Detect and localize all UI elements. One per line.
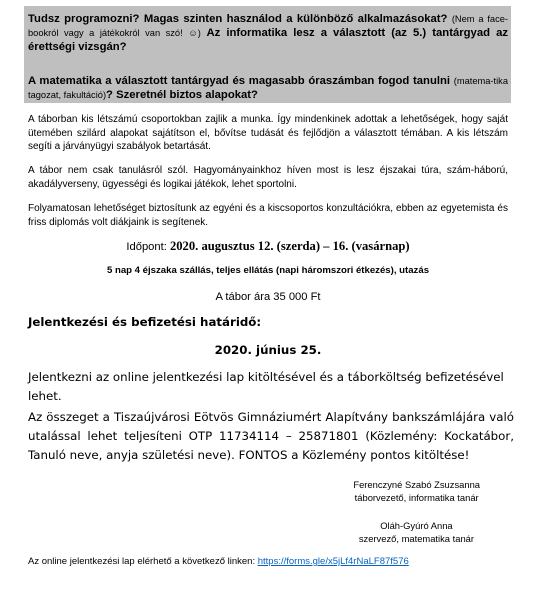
body-paragraph-1: A táborban kis létszámú csoportokban zajlik a munka. Így mindenkinek adottak a lehetőségek, hogy saját ütemében szilárd alapokat sajátítson el, bővítse tudását és fejlődjön a választott témában. A kis létszám segíti a járványügyi szabályok betartását. bbox=[28, 114, 508, 152]
body-paragraph-3: Folyamatosan lehetőséget biztosítunk az egyéni és a kiscsoportos konzultációkra, ebben az egyetemista és friss diplomás volt diákjaink is segítenek. bbox=[28, 203, 508, 228]
application-paragraph-1: Jelentkezni az online jelentkezési lap kitöltésével és a táborköltség befizetésével lehet. bbox=[28, 370, 504, 403]
intro-text-1: A matematika a választott tantárgyad és magasabb óraszámban fogod tanulni bbox=[28, 75, 451, 87]
application-info bbox=[28, 368, 514, 465]
signature-role: táborvezető, informatika tanár bbox=[354, 492, 479, 503]
signature-2 bbox=[359, 519, 474, 545]
footer-line bbox=[28, 556, 409, 567]
intro-paragraph-2 bbox=[28, 74, 508, 102]
application-paragraph-2: Az összeget a Tiszaújvárosi Eötvös Gimnáziumért Alapítvány bankszámlájára való utalással lehet teljesíteni OTP 11734114 – 25871801 (Közlemény: Kockatábor, Tanuló neve, anyja születési neve). FONTOS a Közlemény pontos kitöltése! bbox=[28, 410, 514, 462]
footer-text: Az online jelentkezési lap elérhető a következő linken: bbox=[28, 556, 256, 567]
price-info: A tábor ára 35 000 Ft bbox=[215, 291, 321, 303]
intro-text-2: ? Szeretnél biztos alapokat? bbox=[106, 89, 258, 101]
deadline-title: Jelentkezési és befizetési határidő: bbox=[28, 315, 262, 329]
intro-note-1: (Nem a face-bookról vagy a játékokról van szó! ☺) bbox=[28, 14, 508, 38]
date-line bbox=[0, 239, 536, 254]
body-paragraph-2: A tábor nem csak tanulásról szól. Hagyományainkhoz híven most is lesz éjszakai túra, szám-háború, akadályverseny, ügyességi és logikai játékok, lehet sportolni. bbox=[28, 165, 508, 190]
deadline-date: 2020. június 25. bbox=[214, 343, 322, 357]
date-label: Időpont: bbox=[126, 241, 167, 253]
intro-note-2: (matema-tika tagozat, fakultáció) bbox=[28, 76, 508, 100]
intro-question-2: Az informatika lesz a választott (az 5.) tantárgyad az érettségi vizsgán? bbox=[28, 27, 508, 53]
signature-role: szervező, matematika tanár bbox=[358, 533, 474, 544]
signature-name: Oláh-Gyúró Anna bbox=[380, 520, 453, 531]
date-value: 2020. augusztus 12. (szerda) – 16. (vasárnap) bbox=[169, 239, 410, 253]
stay-info: 5 nap 4 éjszaka szállás, teljes ellátás (napi háromszori étkezés), utazás bbox=[106, 265, 430, 276]
signature-1 bbox=[353, 478, 480, 504]
signature-name: Ferenczyné Szabó Zsuzsanna bbox=[353, 479, 480, 490]
form-link[interactable]: https://forms.gle/x5jLf4rNaLF87f576 bbox=[257, 556, 409, 567]
intro-paragraph-1 bbox=[28, 12, 508, 54]
intro-question-1: Tudsz programozni? Magas szinten használod a különböző alkalmazásokat? bbox=[28, 13, 448, 25]
